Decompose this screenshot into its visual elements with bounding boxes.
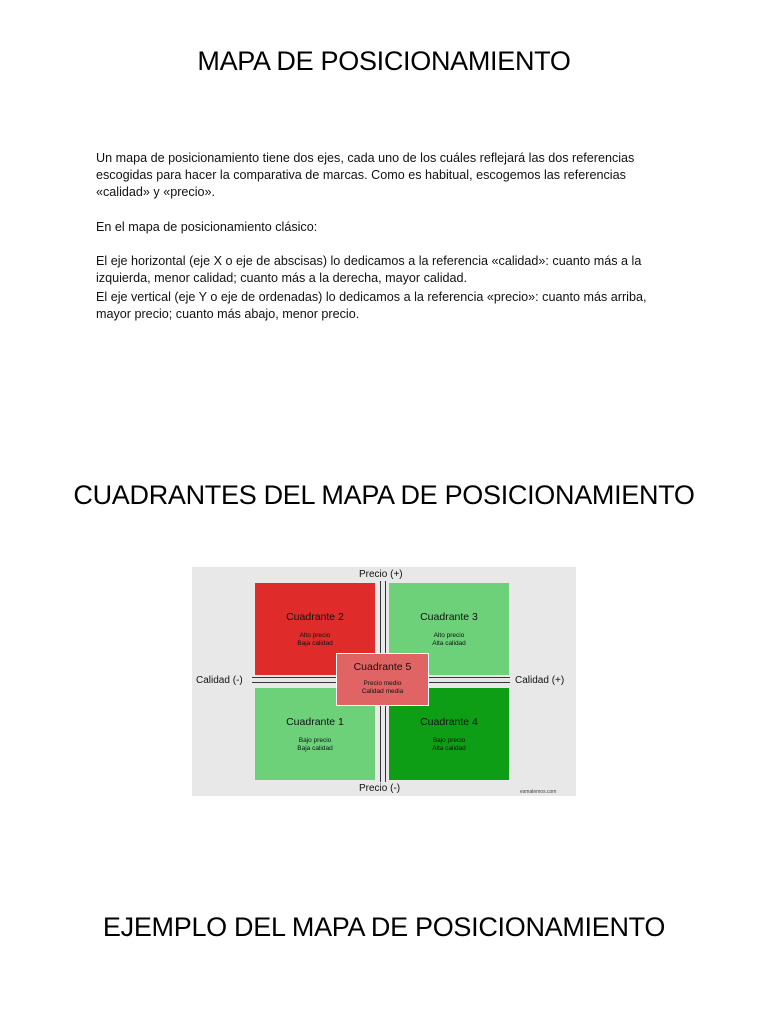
- quadrant-title: Cuadrante 5: [353, 661, 412, 673]
- quadrant-title: Cuadrante 1: [286, 716, 344, 728]
- quadrant-quality: Baja calidad: [297, 640, 333, 647]
- quadrant-quality: Alta calidad: [432, 745, 466, 752]
- intro-paragraph: Un mapa de posicionamiento tiene dos ejes, cada uno de los cuáles reflejará las dos referencias escogidas para hacer la comparativa de marcas. Como es habitual, escogemos las referencias «calidad» y «precio».: [96, 151, 635, 199]
- example-heading: EJEMPLO DEL MAPA DE POSICIONAMIENTO: [102, 912, 666, 942]
- quadrant-quality: Calidad media: [361, 688, 404, 695]
- page-title: MAPA DE POSICIONAMIENTO: [197, 46, 571, 76]
- quadrant-quality: Alta calidad: [432, 640, 466, 647]
- classic-map-paragraph: En el mapa de posicionamiento clásico:: [96, 220, 318, 234]
- quadrant-title: Cuadrante 2: [286, 611, 344, 623]
- quadrant-title: Cuadrante 3: [420, 611, 478, 623]
- quadrant-price: Alto precio: [299, 632, 331, 639]
- vertical-axis-paragraph: El eje vertical (eje Y o eje de ordenadas) lo dedicamos a la referencia «precio»: cuanto más arriba, mayor precio; cuanto más abajo, menor precio.: [96, 290, 647, 321]
- image-credit: esmalemos.com: [520, 789, 557, 795]
- quadrant-quality: Baja calidad: [297, 745, 333, 752]
- axis-label-price-low: Precio (-): [359, 783, 401, 794]
- quadrant-title: Cuadrante 4: [420, 716, 478, 728]
- quadrant-price: Alto precio: [433, 632, 465, 639]
- quadrants-heading: CUADRANTES DEL MAPA DE POSICIONAMIENTO: [73, 480, 695, 510]
- quadrant-price: Precio medio: [363, 680, 402, 687]
- axis-label-quality-low: Calidad (-): [196, 675, 243, 686]
- horizontal-axis-paragraph: El eje horizontal (eje X o eje de abscisas) lo dedicamos a la referencia «calidad»: cuanto más a la izquierda, menor calidad; cuanto más a la derecha, mayor calidad.: [96, 254, 642, 285]
- quadrant-price: Bajo precio: [432, 737, 466, 744]
- positioning-map-figure: [192, 567, 576, 796]
- axis-label-price-high: Precio (+): [359, 569, 403, 580]
- axis-label-quality-high: Calidad (+): [515, 675, 565, 686]
- quadrant-5: [336, 653, 429, 706]
- quadrant-price: Bajo precio: [298, 737, 332, 744]
